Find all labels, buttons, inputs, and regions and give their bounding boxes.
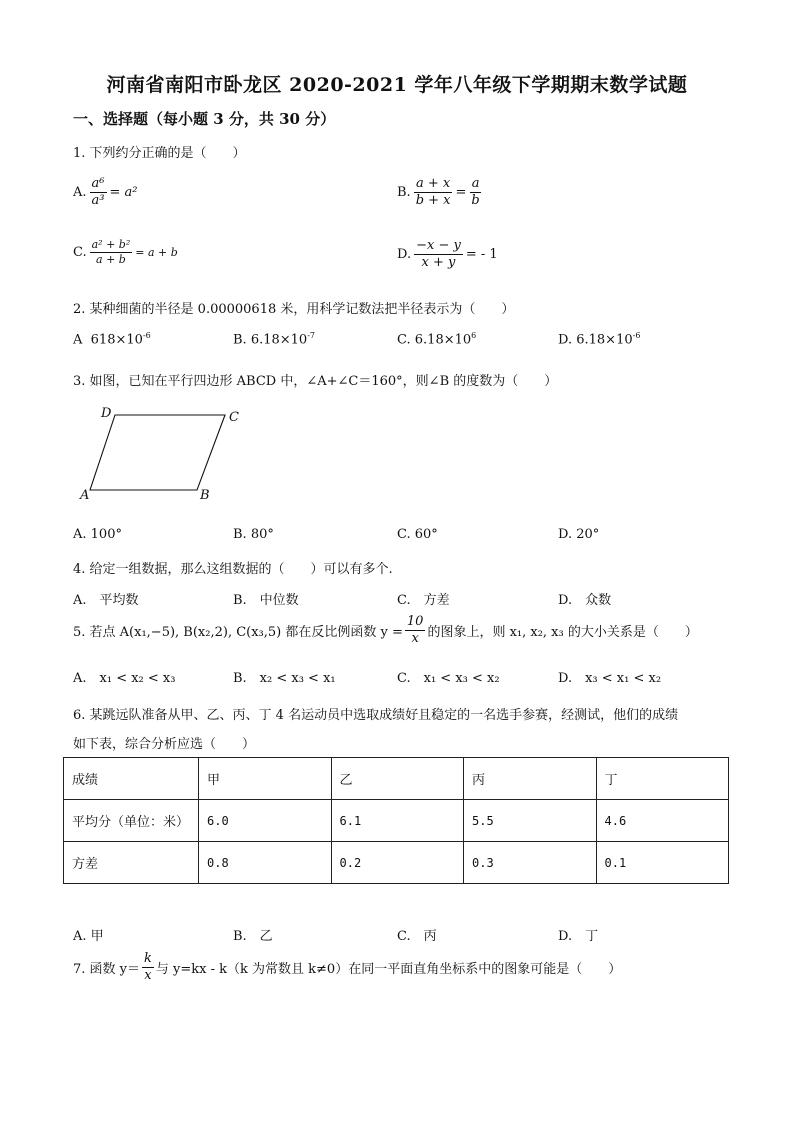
- q1-b-label: B.: [397, 185, 411, 201]
- table-cell: 成绩: [64, 758, 199, 800]
- q1-c-label: C.: [73, 244, 87, 260]
- table-row: [64, 800, 729, 842]
- q5-option-a: A. x₁ < x₂ < x₃: [73, 671, 176, 686]
- q1-d-num: −x − y: [414, 238, 463, 255]
- q1-a-fraction: [90, 176, 107, 210]
- q2-option-d: [558, 331, 640, 347]
- q1-b-eq: =: [455, 185, 467, 201]
- page-title: 河南省南阳市卧龙区 2020-2021 学年八年级下学期期末数学试题: [106, 74, 688, 96]
- q2-b-exp: -7: [307, 331, 316, 340]
- q2-option-a: [73, 331, 151, 347]
- parallelogram-shape: [90, 415, 225, 490]
- table-cell: 平均分（单位：米）: [64, 800, 199, 842]
- q7-frac-den: x: [144, 968, 152, 984]
- q3-point-b: B: [200, 488, 210, 503]
- table-cell: 甲: [199, 758, 332, 800]
- q4-option-a: A. 平均数: [73, 593, 139, 608]
- table-cell: 0.8: [199, 842, 332, 884]
- q6-option-d: D. 丁: [558, 929, 599, 944]
- q4-option-c: C. 方差: [397, 593, 450, 608]
- q2-c-base: 6.18×10: [414, 332, 472, 348]
- q5-frac-num: 10: [405, 614, 426, 631]
- q7-fraction: [142, 951, 154, 985]
- q1-option-a: [73, 176, 138, 210]
- q5-option-c: C. x₁ < x₃ < x₂: [397, 671, 500, 686]
- q3-option-a: A. 100°: [73, 527, 122, 542]
- q1-b-den: b + x: [415, 193, 451, 209]
- q6-option-b: B. 乙: [233, 929, 273, 944]
- q1-b-rnum: a: [470, 176, 482, 193]
- q1-c-den: a + b: [96, 252, 126, 266]
- q6-stem-line1: 6. 某跳远队准备从甲、乙、丙、丁 4 名运动员中选取成绩好且稳定的一名选手参赛，经测试，他们的成绩: [73, 708, 679, 723]
- q5-option-b: B. x₂ < x₃ < x₁: [233, 671, 336, 686]
- q2-option-b: [233, 331, 315, 347]
- table-cell: 方差: [64, 842, 199, 884]
- q7-stem-pre: 7. 函数 y＝: [73, 962, 141, 978]
- q2-d-base: 6.18×10: [576, 332, 633, 348]
- table-cell: 6.1: [331, 800, 464, 842]
- table-cell: 0.3: [464, 842, 597, 884]
- q2-stem: 2. 某种细菌的半径是 0.00000618 米，用科学记数法把半径表示为（ ）: [73, 302, 515, 317]
- scores-table: [63, 757, 729, 884]
- section-heading: 一、选择题（每小题 3 分，共 30 分）: [73, 110, 336, 128]
- q4-stem: 4. 给定一组数据，那么这组数据的（ ）可以有多个.: [73, 562, 393, 577]
- q5-stem-pre: 5. 若点 A(x₁,−5), B(x₂,2), C(x₃,5) 都在反比例函数 y =: [73, 625, 403, 641]
- q1-a-num: a⁶: [90, 176, 107, 193]
- q1-b-fraction: [414, 176, 453, 210]
- q7-frac-num: k: [142, 951, 154, 968]
- q2-a-exp: -6: [142, 331, 151, 340]
- q4-option-d: D. 众数: [558, 593, 612, 608]
- q1-option-b: [397, 176, 482, 210]
- q2-c-label: C.: [397, 332, 411, 348]
- q1-b-rden: b: [471, 193, 480, 209]
- q1-d-rhs: = - 1: [465, 247, 498, 263]
- table-cell: 乙: [331, 758, 464, 800]
- q2-a-label: A: [73, 332, 83, 348]
- q1-a-rhs: = a²: [109, 185, 138, 201]
- q3-stem: 3. 如图，已知在平行四边形 ABCD 中，∠A+∠C＝160°，则∠B 的度数为（ ）: [73, 374, 558, 389]
- q1-d-den: x + y: [421, 255, 456, 271]
- q1-a-label: A.: [73, 185, 87, 201]
- q3-point-a: A: [80, 488, 90, 503]
- q3-option-d: D. 20°: [558, 527, 600, 542]
- q5-stem: [73, 614, 698, 648]
- table-cell: 丁: [596, 758, 729, 800]
- q1-d-label: D.: [397, 247, 412, 263]
- q6-option-a: A. 甲: [73, 929, 104, 944]
- q1-c-rhs: = a + b: [135, 245, 178, 259]
- q7-stem: [73, 951, 621, 985]
- q2-c-exp: 6: [471, 331, 477, 340]
- q6-option-c: C. 丙: [397, 929, 437, 944]
- q5-option-d: D. x₃ < x₁ < x₂: [558, 671, 662, 686]
- table-row: [64, 842, 729, 884]
- q1-a-den: a³: [91, 193, 105, 209]
- q2-a-base: 618×10: [90, 332, 143, 348]
- q1-stem: 1. 下列约分正确的是（ ）: [73, 146, 246, 161]
- q3-option-c: C. 60°: [397, 527, 438, 542]
- table-cell: 4.6: [596, 800, 729, 842]
- q5-fraction: [405, 614, 426, 648]
- q5-stem-post: 的图象上，则 x₁, x₂, x₃ 的大小关系是（ ）: [427, 625, 698, 641]
- q2-b-base: 6.18×10: [250, 332, 308, 348]
- table-cell: 0.1: [596, 842, 729, 884]
- q3-point-d: D: [101, 406, 112, 421]
- q1-d-fraction: [414, 238, 463, 272]
- q1-c-num: a² + b²: [91, 238, 131, 251]
- q7-stem-post: 与 y=kx - k（k 为常数且 k≠0）在同一平面直角坐标系中的图象可能是（ ）: [155, 962, 622, 978]
- q2-d-exp: -6: [632, 331, 641, 340]
- q3-point-c: C: [229, 410, 239, 425]
- table-cell: 丙: [464, 758, 597, 800]
- q3-option-b: B. 80°: [233, 527, 274, 542]
- table-cell: 0.2: [331, 842, 464, 884]
- q2-d-label: D.: [558, 332, 573, 348]
- table-cell: 5.5: [464, 800, 597, 842]
- q6-stem-line2: 如下表，综合分析应选（ ）: [73, 737, 256, 752]
- q2-option-c: [397, 331, 476, 347]
- q1-b-num: a + x: [414, 176, 452, 193]
- q4-option-b: B. 中位数: [233, 593, 299, 608]
- table-row: [64, 758, 729, 800]
- q1-c-fraction: [90, 238, 133, 267]
- q5-frac-den: x: [411, 631, 419, 647]
- q1-option-c: [73, 238, 178, 267]
- q1-b-rhs-fraction: [469, 176, 481, 210]
- q2-b-label: B.: [233, 332, 247, 348]
- q1-option-d: [397, 238, 498, 272]
- table-cell: 6.0: [199, 800, 332, 842]
